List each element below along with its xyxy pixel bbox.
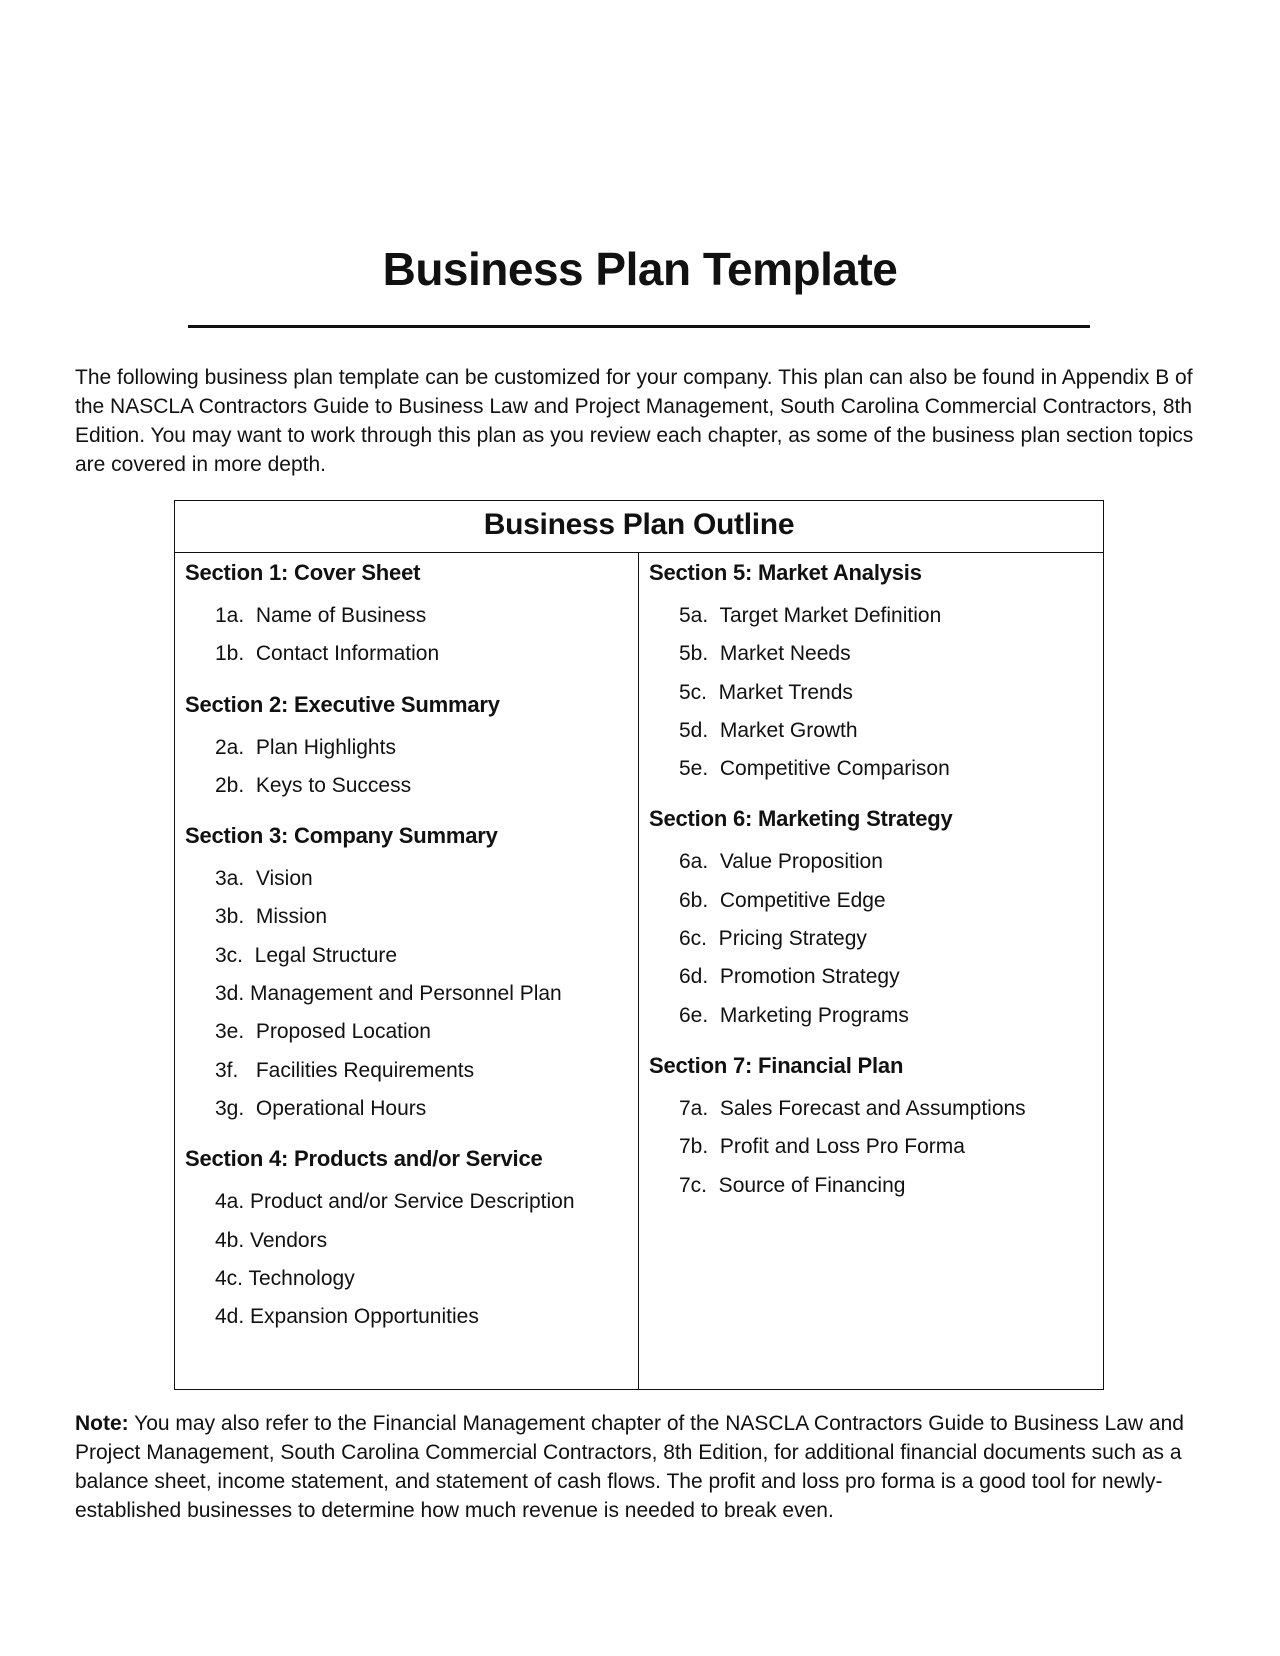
section-item: 3d. Management and Personnel Plan — [215, 982, 562, 1006]
section-item: 5b. Market Needs — [679, 642, 851, 666]
section-item: 1b. Contact Information — [215, 642, 440, 666]
section-title: Section 7: Financial Plan — [649, 1052, 904, 1078]
section-item: 4d. Expansion Opportunities — [215, 1305, 479, 1329]
outline-left-column — [175, 553, 639, 1389]
business-plan-outline-table — [174, 500, 1104, 1390]
section-item: 6d. Promotion Strategy — [679, 965, 900, 989]
outline-section — [649, 558, 1093, 788]
section-title: Section 6: Marketing Strategy — [649, 806, 953, 832]
section-item: 4a. Product and/or Service Description — [215, 1190, 575, 1214]
section-item: 3b. Mission — [215, 905, 328, 929]
note-label: Note: — [75, 1412, 129, 1435]
section-item: 3g. Operational Hours — [215, 1096, 427, 1120]
section-title: Section 1: Cover Sheet — [185, 560, 421, 585]
section-item: 3c. Legal Structure — [215, 943, 398, 967]
section-item: 5e. Competitive Comparison — [679, 757, 950, 781]
section-item: 5d. Market Growth — [679, 718, 858, 742]
outline-section — [185, 690, 628, 806]
section-item: 2a. Plan Highlights — [215, 735, 396, 759]
section-item: 4c. Technology — [215, 1266, 355, 1290]
outline-title: Business Plan Outline — [175, 501, 1103, 553]
section-item: 6a. Value Proposition — [679, 850, 883, 874]
section-item: 1a. Name of Business — [215, 604, 427, 627]
outline-body — [175, 553, 1103, 1389]
section-item: 6b. Competitive Edge — [679, 888, 886, 912]
section-item: 7b. Profit and Loss Pro Forma — [679, 1135, 965, 1159]
outline-section — [649, 804, 1093, 1034]
section-title: Section 3: Company Summary — [185, 823, 498, 849]
section-title: Section 4: Products and/or Service — [185, 1146, 543, 1172]
section-item: 6e. Marketing Programs — [679, 1003, 909, 1027]
section-item: 3e. Proposed Location — [215, 1020, 431, 1044]
section-item: 3f. Facilities Requirements — [215, 1058, 475, 1082]
section-item: 5a. Target Market Definition — [679, 604, 942, 627]
outline-section — [185, 821, 628, 1128]
note-paragraph — [75, 1409, 1225, 1525]
section-item: 4b. Vendors — [215, 1228, 328, 1252]
outline-section — [185, 1144, 628, 1336]
section-title: Section 2: Executive Summary — [185, 691, 500, 717]
intro-paragraph: The following business plan template can be customized for your company. This plan can also be found in Appendix B of the NASCLA Contractors Guide to Business Law and Project Management, South Carolina Commercial Contractors, 8th Edition. You may want to work through this plan as you review each chapter, as some of the business plan section topics are covered in more depth. — [75, 366, 1194, 476]
section-item: 5c. Market Trends — [679, 680, 853, 704]
section-item: 7a. Sales Forecast and Assumptions — [679, 1096, 1026, 1120]
section-item: 2b. Keys to Success — [215, 773, 412, 797]
outline-section — [649, 1051, 1093, 1205]
section-item: 7c. Source of Financing — [679, 1173, 906, 1197]
outline-section — [185, 558, 628, 674]
outline-right-column — [639, 553, 1103, 1389]
section-item: 3a. Vision — [215, 867, 313, 891]
note-text: You may also refer to the Financial Management chapter of the NASCLA Contractors Guide to Business Law and Project Management, South Carolina Commercial Contractors, 8th Edition, for additional financial documents such as a balance sheet, income statement, and statement of cash flows. The profit and loss pro forma is a good tool for newly-established businesses to determine how much revenue is needed to break even. — [75, 1412, 1184, 1522]
section-item: 6c. Pricing Strategy — [679, 927, 867, 951]
page-title: Business Plan Template — [382, 243, 898, 295]
title-divider — [188, 325, 1090, 328]
section-title: Section 5: Market Analysis — [649, 560, 922, 585]
